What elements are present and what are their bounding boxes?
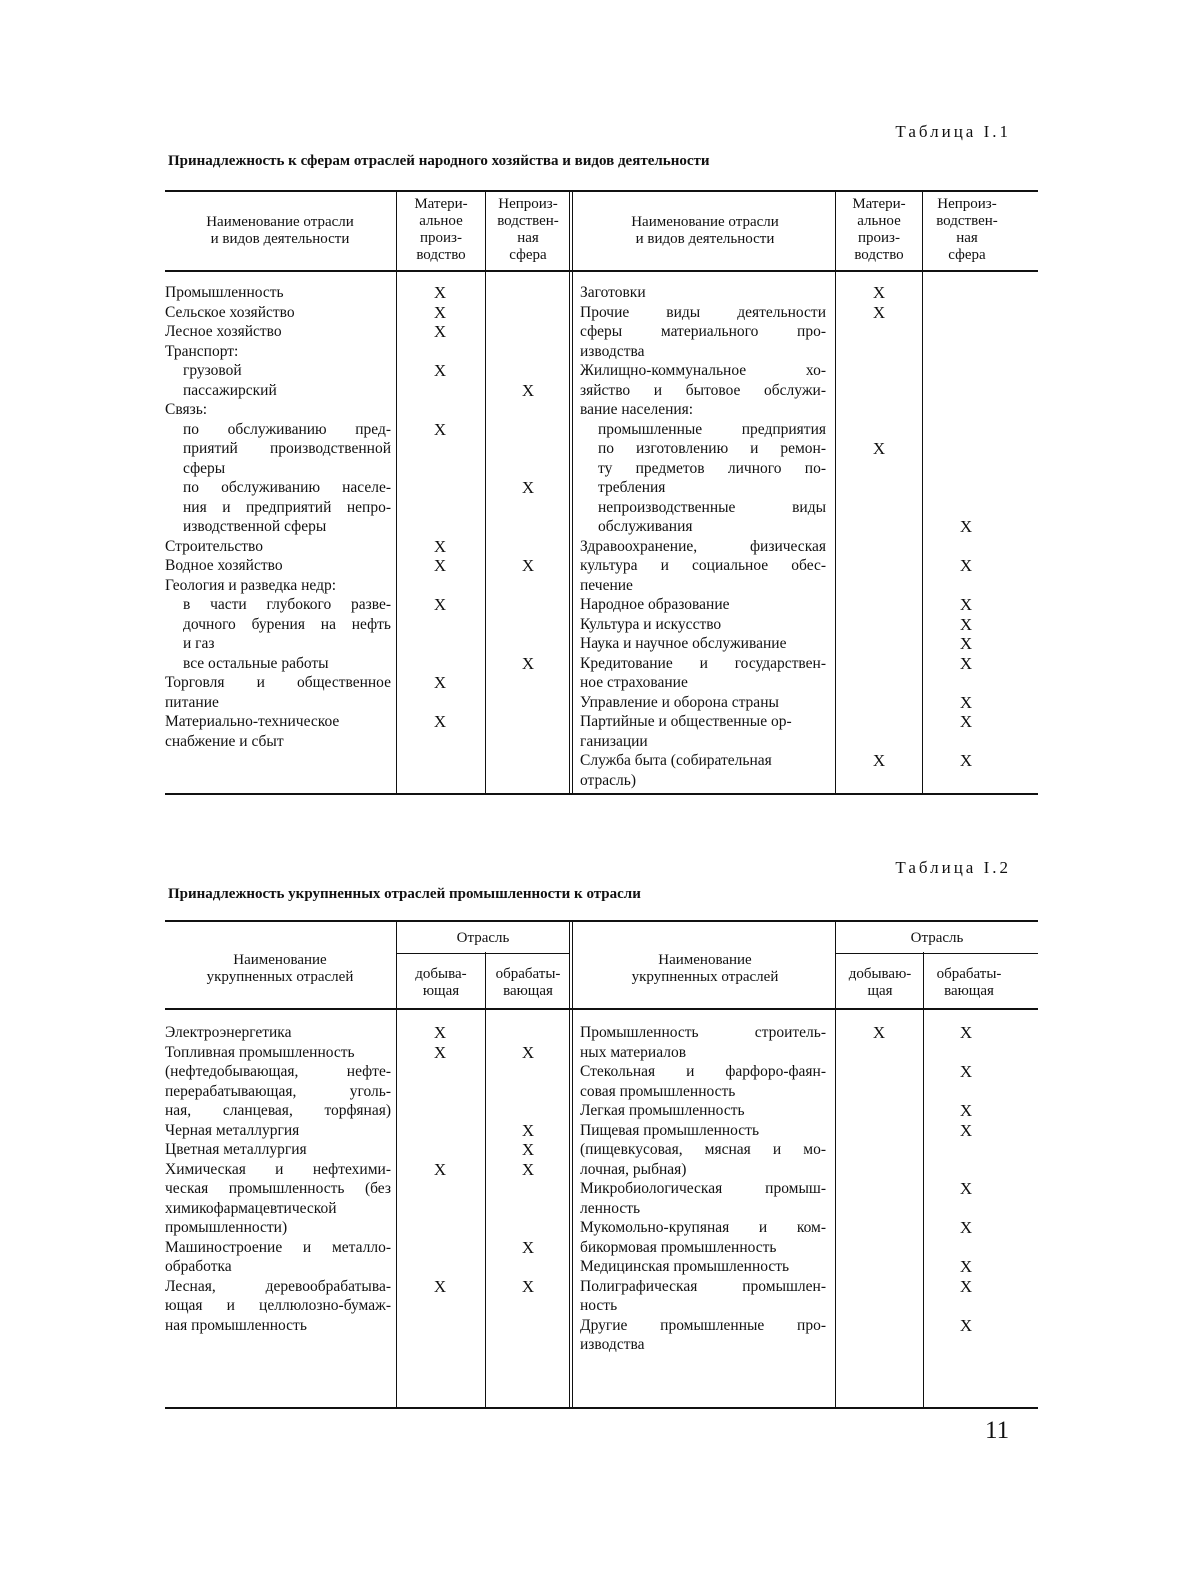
t1-h-name-line1: Наименование отрасли	[206, 214, 354, 230]
t2-left-line: Топливная промышленность	[165, 1043, 355, 1061]
t2-header-process-left	[485, 966, 571, 1000]
t1-rule-1	[396, 190, 397, 793]
t1-left-line: приятий производственной	[183, 440, 391, 457]
t2-right-processing-mark: X	[959, 1315, 973, 1335]
t2-left-line: Машиностроение и металло-	[165, 1238, 391, 1256]
t1-h-mat-r2: альное	[857, 213, 901, 229]
t1-left-line: грузовой	[183, 362, 242, 379]
t2-h-name-l2: укрупненных отраслей	[206, 969, 354, 985]
t1-h-mat-l4: водство	[416, 247, 466, 263]
t1-left-material-mark: X	[433, 673, 447, 692]
t2-right-line: ность	[580, 1297, 618, 1314]
t1-rule-3	[569, 190, 573, 793]
t1-right-line: Служба быта (собирательная	[580, 752, 772, 769]
t2-left-line: химикофармацевтической	[165, 1199, 337, 1217]
t1-right-nonproductive-mark: X	[959, 751, 973, 770]
t1-right-line: по изготовлению и ремон-	[598, 440, 826, 457]
t1-right-material-mark: X	[872, 751, 886, 770]
table-2-title: Принадлежность укрупненных отраслей промышленности к отрасли	[168, 886, 641, 902]
t1-right-line: печение	[580, 576, 633, 594]
t1-right-line: Прочие виды деятельности	[580, 303, 826, 321]
t1-right-line: культура и социальное обес-	[580, 557, 826, 574]
t1-left-material-mark: X	[433, 536, 447, 556]
t1-header-nonprod-left	[485, 196, 571, 264]
t1-right-nonproductive-mark: X	[959, 614, 973, 634]
t2-left-line: Цветная металлургия	[165, 1141, 307, 1158]
t1-header-name-right	[575, 214, 835, 248]
t2-right-line: Легкая промышленность	[580, 1102, 745, 1119]
t2-left-line: Химическая и нефтехими-	[165, 1160, 391, 1178]
t1-left-line: по обслуживанию населе-	[183, 479, 391, 496]
t1-right-line: отрасль)	[580, 771, 636, 789]
t2-right-processing-mark: X	[959, 1276, 973, 1296]
t1-rule-5	[922, 190, 923, 793]
t2-right-processing-mark: X	[959, 1062, 973, 1081]
t2-right-line: Пищевая промышленность	[580, 1121, 760, 1139]
t2-h-name-r1: Наименование	[658, 952, 752, 968]
t1-left-nonproductive-mark: X	[521, 380, 535, 400]
t2-rule-1	[396, 920, 397, 1407]
t1-left-line: Сельское хозяйство	[165, 303, 295, 321]
t1-left-line: Торговля и общественное	[165, 674, 391, 691]
t2-left-line: Лесная, деревообрабатыва-	[165, 1277, 391, 1295]
t1-right-line: промышленные предприятия	[598, 420, 826, 438]
t2-right-processing-mark: X	[959, 1120, 973, 1140]
t2-left-line: перерабатывающая, уголь-	[165, 1082, 391, 1100]
t1-right-line: Наука и научное обслуживание	[580, 635, 787, 652]
t2-h-ex-l2: ющая	[422, 983, 460, 999]
t1-header-name-left	[165, 214, 395, 248]
t1-h-np-l3: ная	[517, 230, 539, 246]
t1-left-material-mark: X	[433, 712, 447, 731]
t1-left-line: снабжение и сбыт	[165, 732, 284, 750]
t2-h-branch-rule-left	[397, 953, 569, 954]
t1-rule-4	[835, 190, 836, 793]
t1-right-nonproductive-mark: X	[959, 517, 973, 536]
t1-right-nonproductive-mark: X	[959, 556, 973, 575]
t1-right-material-mark: X	[872, 302, 886, 322]
t1-h-np-l4: сфера	[509, 247, 547, 263]
t1-left-material-mark: X	[433, 322, 447, 341]
t1-left-line: Связь:	[165, 401, 208, 418]
t1-left-line: Транспорт:	[165, 342, 239, 360]
t1-h-np-l1: Непроиз-	[498, 196, 558, 212]
t2-right-line: совая промышленность	[580, 1082, 736, 1100]
t1-left-line: в части глубокого разве-	[183, 596, 391, 613]
t2-left-line: ная, сланцевая, торфяная)	[165, 1102, 391, 1119]
t1-left-material-mark: X	[433, 283, 447, 302]
t1-h-np-r3: ная	[956, 230, 978, 246]
table-1	[165, 190, 1038, 795]
t1-left-line: и газ	[183, 635, 215, 652]
t2-header-extract-right	[836, 966, 924, 1000]
t2-right-line: Мукомольно-крупяная и ком-	[580, 1219, 826, 1236]
t2-right-line: изводства	[580, 1336, 645, 1353]
t2-rule-4	[835, 920, 836, 1407]
t1-right-line: Кредитование и государствен-	[580, 654, 826, 672]
t1-header-material-right	[835, 196, 923, 264]
t2-right-processing-mark: X	[959, 1257, 973, 1276]
t2-right-line: Другие промышленные про-	[580, 1316, 826, 1334]
t2-right-processing-mark: X	[959, 1218, 973, 1237]
table-1-label: Таблица I.1	[895, 122, 1011, 141]
t2-h-pr-l2: вающая	[503, 983, 553, 999]
t2-right-line: Полиграфическая промышлен-	[580, 1277, 826, 1295]
t1-h-name-r1: Наименование отрасли	[631, 214, 779, 230]
t1-header-material-left	[397, 196, 485, 264]
t2-h-ex-l1: добыва-	[415, 966, 467, 982]
t1-left-nonproductive-mark: X	[521, 653, 535, 673]
t1-right-line: Партийные и общественные ор-	[580, 713, 792, 730]
t1-right-nonproductive-mark: X	[959, 595, 973, 614]
t2-rule-3	[569, 920, 573, 1407]
t1-right-line: зяйство и бытовое обслужи-	[580, 381, 826, 399]
t1-left-line: Материально-техническое	[165, 713, 340, 730]
t2-header-name-left	[165, 952, 395, 986]
t2-right-line: Микробиологическая промыш-	[580, 1180, 826, 1197]
table-2-header	[165, 920, 1038, 1010]
t1-right-line: требления	[598, 479, 666, 496]
t1-h-np-r4: сфера	[948, 247, 986, 263]
t1-left-material-mark: X	[433, 556, 447, 575]
t2-h-branch-rule-right	[836, 953, 1038, 954]
t2-right-line: (пищевкусовая, мясная и мо-	[580, 1141, 826, 1158]
t1-right-line: ганизации	[580, 732, 648, 750]
t1-right-line: сферы материального про-	[580, 323, 826, 340]
t1-h-np-l2: водствен-	[497, 213, 559, 229]
t1-left-nonproductive-mark: X	[521, 478, 535, 497]
t1-right-nonproductive-mark: X	[959, 692, 973, 712]
t2-h-ex-r1: добываю-	[848, 966, 912, 982]
t2-header-branch-right: Отрасль	[910, 930, 964, 946]
t1-right-nonproductive-mark: X	[959, 712, 973, 731]
t1-left-line: Геология и разведка недр:	[165, 576, 337, 594]
t1-left-nonproductive-mark: X	[521, 556, 535, 575]
t1-right-line: Управление и оборона страны	[580, 693, 779, 711]
t2-h-ex-r2: щая	[867, 983, 893, 999]
t1-left-line: изводственной сферы	[183, 518, 327, 535]
table-2-label: Таблица I.2	[895, 858, 1011, 877]
t1-h-name-r2: и видов деятельности	[635, 231, 775, 247]
table-1-header	[165, 190, 1038, 272]
t1-h-mat-l2: альное	[419, 213, 463, 229]
t2-left-line: ющая и целлюлозно-бумаж-	[165, 1297, 391, 1314]
t2-header-extract-left	[397, 966, 485, 1000]
t1-left-line: Водное хозяйство	[165, 557, 283, 574]
t1-right-material-mark: X	[872, 283, 886, 302]
table-1-title: Принадлежность к сферам отраслей народного хозяйства и видов деятельности	[168, 153, 710, 169]
t2-left-line: Черная металлургия	[165, 1121, 300, 1139]
t1-right-line: ту предметов личного по-	[598, 459, 826, 477]
t2-h-pr-r1: обрабаты-	[936, 966, 1002, 982]
t1-h-np-r1: Непроиз-	[937, 196, 997, 212]
t2-rule-5	[923, 952, 924, 1407]
t2-rule-2	[485, 952, 486, 1407]
t1-left-line: пассажирский	[183, 381, 277, 399]
t1-right-line: Заготовки	[580, 284, 646, 301]
t1-right-line: Здравоохранение, физическая	[580, 537, 826, 555]
t2-left-extracting-mark: X	[433, 1023, 447, 1042]
t2-h-pr-r2: вающая	[944, 983, 994, 999]
t2-left-line: промышленности)	[165, 1219, 288, 1236]
t1-right-line: Культура и искусство	[580, 615, 722, 633]
t1-right-line: Жилищно-коммунальное хо-	[580, 362, 826, 379]
t2-right-line: бикормовая промышленность	[580, 1238, 777, 1256]
t1-left-material-mark: X	[433, 595, 447, 614]
t2-left-processing-mark: X	[521, 1042, 535, 1062]
t1-left-line: дочного бурения на нефть	[183, 615, 391, 633]
t2-h-name-r2: укрупненных отраслей	[631, 969, 779, 985]
t1-left-line: Промышленность	[165, 284, 284, 301]
t2-header-name-right	[575, 952, 835, 986]
t2-left-processing-mark: X	[521, 1159, 535, 1179]
t1-left-line: Лесное хозяйство	[165, 323, 282, 340]
t2-left-extracting-mark: X	[433, 1276, 447, 1296]
t1-left-line: все остальные работы	[183, 654, 329, 672]
t1-left-material-mark: X	[433, 302, 447, 322]
t1-right-line: изводства	[580, 342, 645, 360]
t1-left-line: питание	[165, 693, 219, 711]
t1-left-line: Строительство	[165, 537, 263, 555]
t2-left-line: обработка	[165, 1258, 232, 1275]
t2-header-branch-left: Отрасль	[456, 930, 510, 946]
t2-h-pr-l1: обрабаты-	[495, 966, 561, 982]
t2-left-line: Электроэнергетика	[165, 1024, 292, 1041]
t1-left-material-mark: X	[433, 419, 447, 439]
t2-right-processing-mark: X	[959, 1101, 973, 1120]
t2-left-processing-mark: X	[521, 1120, 535, 1140]
t2-bottom-rule	[165, 1407, 1038, 1409]
t2-right-line: Промышленность строитель-	[580, 1024, 826, 1041]
t2-right-line: ленность	[580, 1199, 641, 1217]
page-number: 11	[985, 1417, 1010, 1444]
t2-h-name-l1: Наименование	[233, 952, 327, 968]
t1-right-line: Народное образование	[580, 596, 730, 613]
t1-h-name-line2: и видов деятельности	[210, 231, 350, 247]
t1-right-line: непроизводственные виды	[598, 498, 826, 516]
t1-h-np-r2: водствен-	[936, 213, 998, 229]
t2-header-process-right	[924, 966, 1014, 1000]
t1-left-material-mark: X	[433, 361, 447, 380]
t1-right-line: обслуживания	[598, 518, 693, 535]
t1-bottom-rule	[165, 793, 1038, 795]
t1-right-line: вание населения:	[580, 401, 694, 418]
t1-right-line: ное страхование	[580, 674, 688, 691]
t2-right-line: Стекольная и фарфоро-фаян-	[580, 1063, 826, 1080]
t1-right-nonproductive-mark: X	[959, 634, 973, 653]
t2-left-processing-mark: X	[521, 1276, 535, 1296]
t2-left-line: ческая промышленность (без	[165, 1180, 391, 1197]
t2-right-processing-mark: X	[959, 1023, 973, 1042]
table-2	[165, 920, 1038, 1410]
t2-left-processing-mark: X	[521, 1140, 535, 1159]
t1-header-nonprod-right	[923, 196, 1011, 264]
t2-left-line: ная промышленность	[165, 1316, 307, 1334]
t2-right-extracting-mark: X	[872, 1023, 886, 1042]
t2-right-line: ных материалов	[580, 1043, 687, 1061]
t1-right-material-mark: X	[872, 439, 886, 458]
t2-left-line: (нефтедобывающая, нефте-	[165, 1063, 391, 1080]
t1-h-mat-l3: произ-	[420, 230, 462, 246]
t1-rule-2	[485, 190, 486, 793]
t1-h-mat-r1: Матери-	[852, 196, 906, 212]
t2-right-line: Медицинская промышленность	[580, 1258, 790, 1275]
t1-h-mat-r4: водство	[854, 247, 904, 263]
t1-right-nonproductive-mark: X	[959, 653, 973, 673]
t2-right-line: лочная, рыбная)	[580, 1160, 687, 1178]
t2-left-extracting-mark: X	[433, 1042, 447, 1062]
t2-left-processing-mark: X	[521, 1237, 535, 1257]
t1-left-line: по обслуживанию пред-	[183, 420, 391, 438]
t2-right-processing-mark: X	[959, 1179, 973, 1198]
t1-left-line: сферы	[183, 459, 226, 477]
t2-left-extracting-mark: X	[433, 1159, 447, 1179]
t1-h-mat-l1: Матери-	[414, 196, 468, 212]
t1-h-mat-r3: произ-	[858, 230, 900, 246]
t1-left-line: ния и предприятий непро-	[183, 498, 391, 516]
